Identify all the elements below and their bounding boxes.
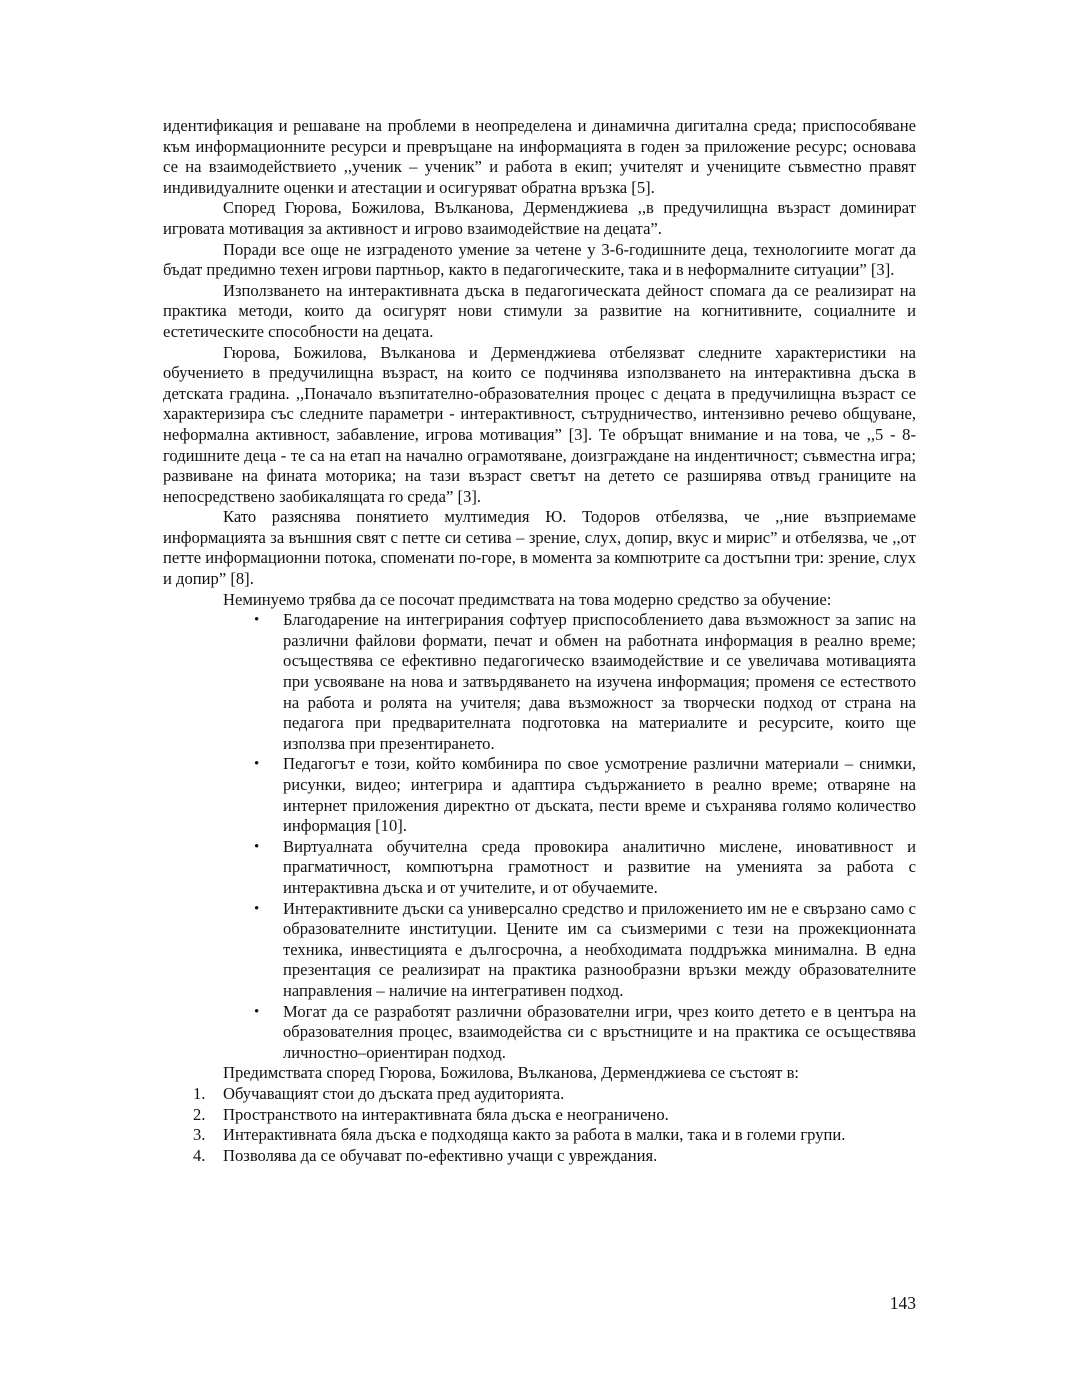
item-number: 3. [193, 1125, 206, 1145]
bullet-text: Благодарение на интегрирания софтуер приспособлението дава възможност за запис на различни файлови формати, печат и обмен на работната информация в реално време; осъществява се ефективно педагогическо взаимодействие и се увеличава мотивацията при усвояване на нова и затвърдяването на изучена информация; променя се естеството на работа и ролята на учителя; дава възможност за творчески подход от страна на педагога при предварителната подготовка на материалите и ресурсите, които ще използва при презентирането. [283, 610, 916, 753]
bullet-item [254, 1001, 916, 1064]
advantages-bullet-list [163, 610, 916, 1063]
bullet-text: Педагогът е този, който комбинира по свое усмотрение различни материали – снимки, рисунки, видео; интегрира и адаптира съдържанието в реално време; отваряне на интернет приложения директно от дъската, пести време и съхранява голямо количество информация [10]. [283, 754, 916, 836]
advantages-numbered-list [163, 1084, 916, 1166]
bullet-item [254, 898, 916, 1002]
bullet-icon: • [254, 1003, 260, 1020]
item-text: Позволява да се обучават по-ефективно учащи с увреждания. [223, 1145, 658, 1165]
numbered-item [193, 1104, 916, 1126]
paragraph-6: Като разяснява понятието мултимедия Ю. Тодоров отбелязва, че ,,ние възприемаме информацията за външния свят с петте си сетива – зрение, слух, допир, вкус и мирис” и отбелязва, че ,,от петте информационни потока, споменати по-горе, в момента за компютрите са достъпни три: зрение, слух и допир” [8]. [163, 507, 916, 589]
numbered-item [193, 1125, 916, 1146]
item-text: Пространството на интерактивната бяла дъска е неограничено. [223, 1104, 669, 1124]
document-page [163, 116, 916, 1166]
paragraph-5: Гюрова, Божилова, Вълканова и Дерменджиева отбелязват следните характеристики на обучението в предучилищна възраст, на които се подчинява използването на интерактивна дъска в детската градина. ,,Поначало възпитателно-образователния процес с децата в предучилищна възраст се характеризира със следните параметри - интерактивност, сътрудничество, интензивно речево общуване, неформална активност, забавление, игрова мотивация” [3]. Те обръщат внимание и на това, че ,,5 - 8-годишните деца - те са на етап на начално ограмотяване, доизграждане на индентичност; съвместна игра; развиване на фината моторика; на тази възраст светът на детето се разширява отвъд границите на непосредствено заобикалящата го среда” [3]. [163, 342, 916, 506]
bullet-item [254, 754, 916, 836]
page-number: 143 [889, 1293, 916, 1313]
item-number: 1. [193, 1083, 206, 1103]
item-number: 2. [193, 1104, 206, 1124]
paragraph-7: Неминуемо трябва да се посочат предимствата на това модерно средство за обучение: [223, 589, 832, 609]
bullet-text: Могат да се разработят различни образователни игри, чрез които детето е в центъра на образователния процес, взаимодейства си с връстниците и на практика се осъществява личностно–ориентиран подход. [283, 1001, 916, 1062]
paragraph-2: Според Гюрова, Божилова, Вълканова, Дерменджиева ,,в предучилищна възраст доминират игровата мотивация за активност и игрово взаимодействие на децата”. [163, 198, 916, 238]
bullet-icon: • [254, 756, 260, 773]
item-text: Обучаващият стои до дъската пред аудиторията. [223, 1083, 565, 1103]
bullet-icon: • [254, 612, 260, 629]
bullet-item [254, 836, 916, 899]
item-text: Интерактивната бяла дъска е подходяща както за работа в малки, така и в големи групи. [223, 1125, 846, 1145]
bullet-icon: • [254, 900, 260, 917]
item-number: 4. [193, 1145, 206, 1165]
bullet-text: Виртуалната обучителна среда провокира аналитично мислене, иновативност и прагматичност, компютърна грамотност и развитие на уменията за работа с интерактивна дъска и от учителите, и от обучаемите. [283, 836, 916, 897]
paragraph-3: Поради все още не изграденото умение за четене у 3-6-годишните деца, технологиите могат да бъдат предимно техен игрови партньор, както в педагогическите, така и в неформалните ситуации” [3]. [163, 239, 916, 280]
paragraph-4: Използването на интерактивната дъска в педагогическата дейност спомага да се реализират на практика методи, които да осигурят нови стимули за развитие на когнитивните, социалните и естетическите способности на децата. [163, 280, 916, 341]
bullet-item [254, 610, 916, 754]
bullet-icon: • [254, 838, 260, 855]
advantages-intro: Предимствата според Гюрова, Божилова, Вълканова, Дерменджиева се състоят в: [223, 1063, 800, 1083]
numbered-item [193, 1145, 916, 1167]
numbered-item [193, 1083, 916, 1105]
paragraph-1: идентификация и решаване на проблеми в неопределена и динамична дигитална среда; приспособяване към информационните ресурси и превръщане на информацията в годен за приложение ресурс; основава се на взаимодействието ,,ученик – ученик” и работа в екип; учителят и учениците съвместно правят индивидуалните оценки и атестации и осигуряват обратна връзка [5]. [163, 116, 916, 197]
bullet-text: Интерактивните дъски са универсално средство и приложението им не е свързано само с образователните институции. Цените им са съизмерими с тези на прожекционната техника, инвестицията е дългосрочна, а необходимата поддръжка минимална. В една презентация се реализират на практика разнообразни връзки между образователните направления – наличие на интегративен подход. [283, 898, 916, 1000]
